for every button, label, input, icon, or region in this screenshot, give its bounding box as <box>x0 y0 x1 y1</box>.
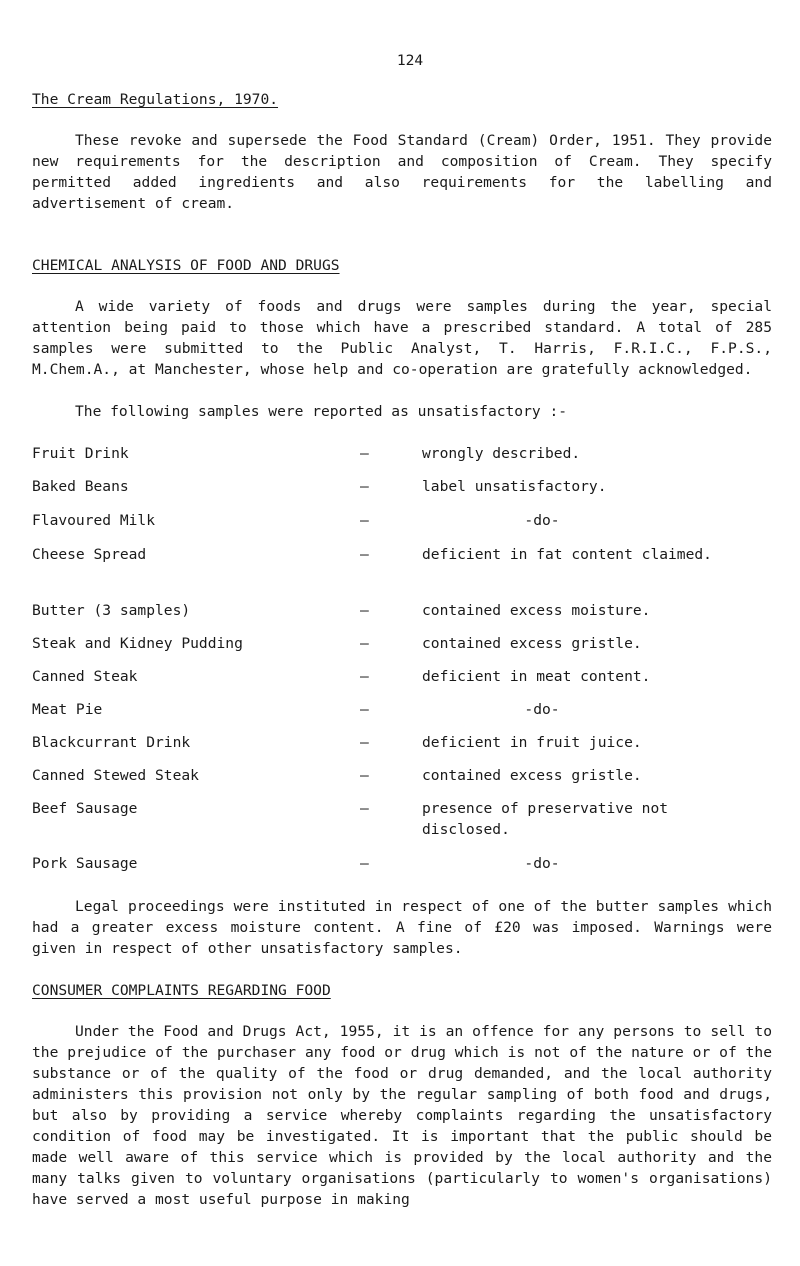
complaints-text: Under the Food and Drugs Act, 1955, it is an offence for any persons to sell to the prejudice of the purchaser any food or drug which is not of the nature or of the substance or of the quality of the food or drug demanded, and the local authority administers this provision not only by the regular sampling of both food and drugs, but also by providing a service whereby complaints regarding the unsatisfactory condition of food may be investigated. It is important that the public should be made well aware of this service which is provided by the local authority and the many talks given to voluntary organisations (particularly to women's organisations) have served a most useful purpose in making <box>32 1023 772 1208</box>
analysis-text: A wide variety of foods and drugs were samples during the year, special attention being paid to those which have a prescribed standard. A total of 285 samples were submitted to the Public Analyst, T. Harris, F.R.I.C., F.P.S., M.Chem.A., at Manchester, whose help and co-operation are gratefully acknowledged. <box>32 298 772 378</box>
sample-name: Meat Pie <box>32 701 103 718</box>
dash: – <box>360 855 369 872</box>
page-number: 124 <box>396 52 424 69</box>
sample-name: Flavoured Milk <box>32 512 156 529</box>
sample-result: deficient in fat content claimed. <box>422 546 712 563</box>
sample-result: wrongly described. <box>422 445 581 462</box>
legal-text: Legal proceedings were instituted in respect of one of the butter samples which had a greater excess moisture content. A fine of £20 was imposed. Warnings were given in respect of other unsatisfactory samples. <box>32 898 772 957</box>
dash: – <box>360 668 369 685</box>
sample-name: Beef Sausage <box>32 800 138 817</box>
sample-name: Fruit Drink <box>32 445 129 462</box>
dash: – <box>360 800 369 817</box>
sample-result: label unsatisfactory. <box>422 478 607 495</box>
sample-name: Baked Beans <box>32 478 129 495</box>
analysis-paragraph <box>32 296 772 380</box>
dash: – <box>360 701 369 718</box>
sample-result: -do- <box>524 855 560 872</box>
sample-result: -do- <box>524 512 560 529</box>
cream-paragraph <box>32 130 772 214</box>
sample-result: deficient in fruit juice. <box>422 734 642 751</box>
dash: – <box>360 445 369 462</box>
sample-name: Butter (3 samples) <box>32 602 191 619</box>
sample-result: contained excess gristle. <box>422 767 642 784</box>
dash: – <box>360 635 369 652</box>
cream-heading: The Cream Regulations, 1970. <box>32 91 279 108</box>
sample-result: contained excess moisture. <box>422 602 651 619</box>
legal-paragraph <box>32 896 772 959</box>
sample-result: contained excess gristle. <box>422 635 642 652</box>
sample-name: Blackcurrant Drink <box>32 734 191 751</box>
sample-name: Cheese Spread <box>32 546 147 563</box>
sample-name: Canned Stewed Steak <box>32 767 199 784</box>
cream-text: These revoke and supersede the Food Standard (Cream) Order, 1951. They provide new requirements for the description and composition of Cream. They specify permitted added ingredients and also requirements for the labelling and advertisement of cream. <box>32 132 772 212</box>
dash: – <box>360 734 369 751</box>
sample-name: Pork Sausage <box>32 855 138 872</box>
sample-result: -do- <box>524 701 560 718</box>
complaints-paragraph <box>32 1021 772 1210</box>
dash: – <box>360 478 369 495</box>
sample-name: Steak and Kidney Pudding <box>32 635 243 652</box>
unsatisfactory-lead: The following samples were reported as unsatisfactory :- <box>75 403 568 420</box>
dash: – <box>360 767 369 784</box>
sample-name: Canned Steak <box>32 668 138 685</box>
dash: – <box>360 546 369 563</box>
sample-result: presence of preservative not disclosed. <box>422 800 669 838</box>
dash: – <box>360 602 369 619</box>
complaints-heading: CONSUMER COMPLAINTS REGARDING FOOD <box>32 982 331 999</box>
dash: – <box>360 512 369 529</box>
analysis-heading: CHEMICAL ANALYSIS OF FOOD AND DRUGS <box>32 257 340 274</box>
sample-result: deficient in meat content. <box>422 668 651 685</box>
